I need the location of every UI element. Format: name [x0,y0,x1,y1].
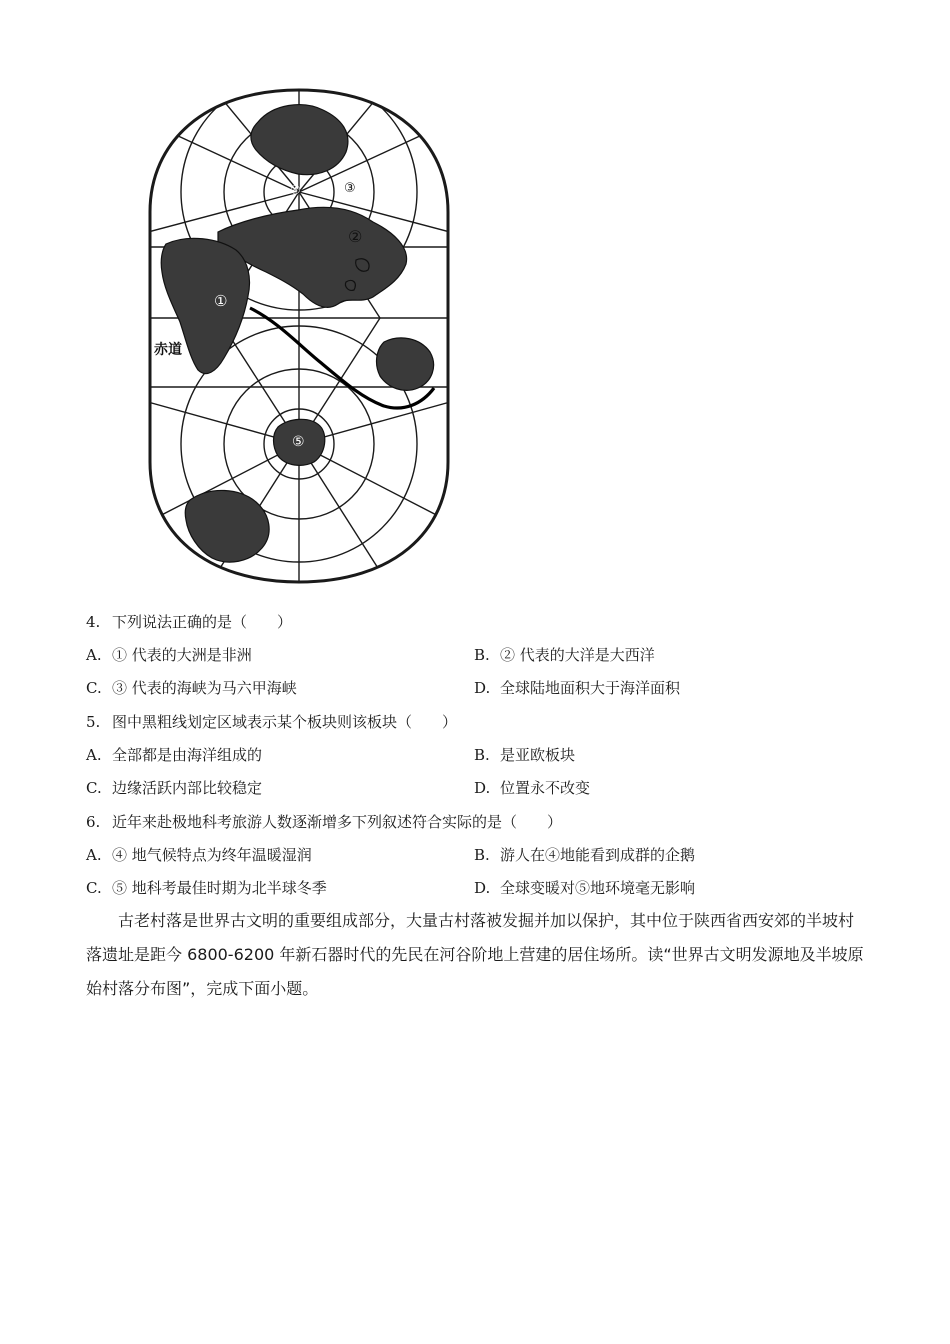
question-4-option-a[interactable] [86,645,252,665]
question-text: 近年来赴极地科考旅游人数逐渐增多下列叙述符合实际的是（ ） [112,813,563,831]
question-number: 4. [86,613,101,631]
question-4-option-b[interactable] [474,645,655,665]
option-text: 边缘活跃内部比较稳定 [112,779,263,797]
question-6-option-b[interactable] [474,845,695,865]
question-4-option-d[interactable] [474,678,680,698]
question-6-option-a[interactable] [86,845,312,865]
question-6-stem [86,812,562,832]
question-6-option-d[interactable] [474,878,695,898]
passage-paragraph: 古老村落是世界古文明的重要组成部分，大量古村落被发掘并加以保护，其中位于陕西省西安郊的半坡村落遗址是距今 6800-6200 年新石器时代的先民在河谷阶地上营建的居住场所。读“世界古文明发源地及半坡原始村落分布图”，完成下面小题。 [86,911,864,998]
marker-2: ② [348,227,363,246]
option-text: 全球陆地面积大于海洋面积 [500,679,681,697]
option-text: 全球变暖对⑤地环境毫无影响 [500,879,696,897]
option-letter: A. [86,846,102,864]
option-letter: C. [86,879,102,897]
option-letter: A. [86,746,102,764]
equator-label: 赤道 [154,342,182,358]
marker-1: ① [214,292,228,310]
question-5-option-b[interactable] [474,745,575,765]
option-letter: D. [474,879,491,897]
option-text: ① 代表的大洲是非洲 [112,646,252,664]
option-letter: B. [474,846,490,864]
question-5-stem [86,712,457,732]
continents [161,105,433,562]
option-text: 全部都是由海洋组成的 [112,746,263,764]
question-5-option-d[interactable] [474,778,590,798]
marker-4: ④ [290,183,301,197]
option-text: ③ 代表的海峡为马六甲海峡 [112,679,297,697]
option-letter: B. [474,646,490,664]
option-text: 是亚欧板块 [500,746,576,764]
world-map-figure [148,82,450,587]
option-letter: A. [86,646,102,664]
option-letter: C. [86,679,102,697]
question-number: 6. [86,813,101,831]
option-text: 位置永不改变 [500,779,591,797]
question-4-option-c[interactable] [86,678,297,698]
marker-5: ⑤ [292,434,305,450]
question-text: 图中黑粗线划定区域表示某个板块则该板块（ ） [112,713,458,731]
option-text: 游人在④地能看到成群的企鹅 [500,846,696,864]
question-number: 5. [86,713,101,731]
option-letter: D. [474,679,491,697]
question-6-option-c[interactable] [86,878,327,898]
option-text: ④ 地气候特点为终年温暖湿润 [112,846,312,864]
option-letter: B. [474,746,490,764]
marker-3: ③ [344,181,356,196]
option-text: ⑤ 地科考最佳时期为北半球冬季 [112,879,327,897]
option-letter: D. [474,779,491,797]
question-5-option-a[interactable] [86,745,262,765]
question-5-option-c[interactable] [86,778,262,798]
question-4-stem [86,612,292,632]
option-text: ② 代表的大洋是大西洋 [500,646,655,664]
option-letter: C. [86,779,102,797]
question-text: 下列说法正确的是（ ） [112,613,293,631]
